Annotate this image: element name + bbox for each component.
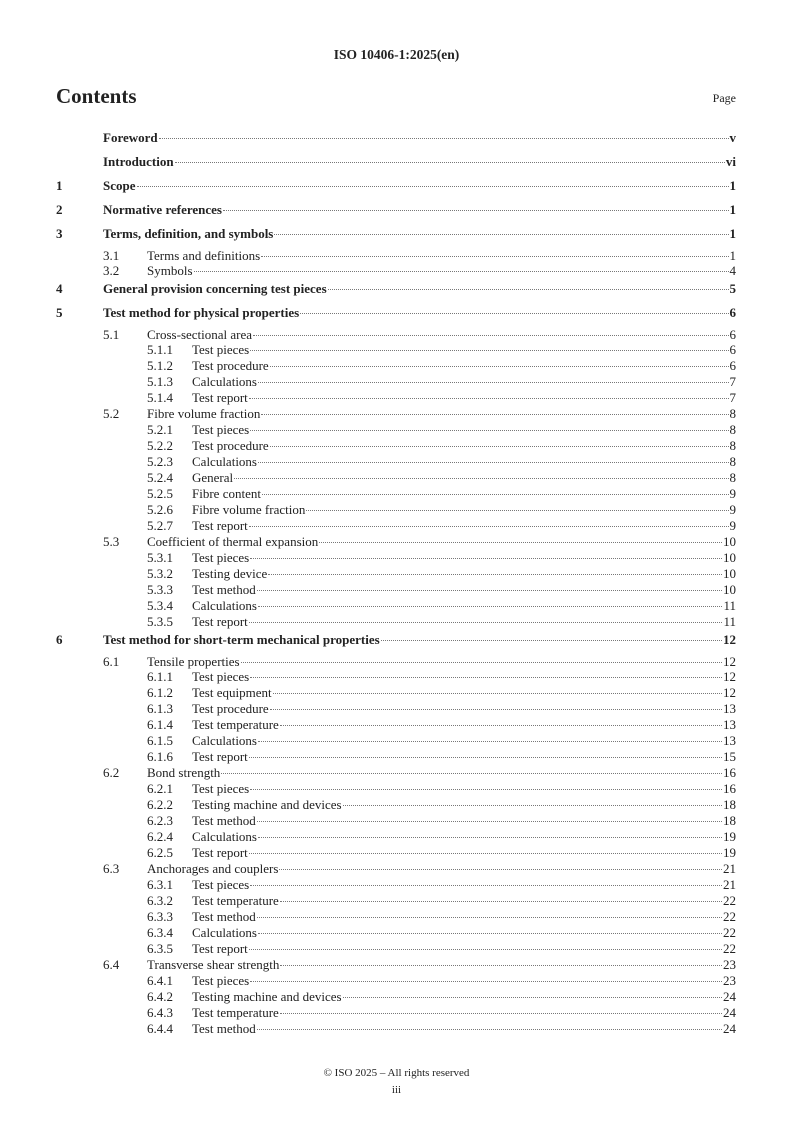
- toc-entry[interactable]: [56, 717, 736, 733]
- toc-entry-page: 1: [729, 248, 736, 263]
- toc-entry-title: Test method for short-term mechanical properties: [103, 632, 380, 647]
- toc-entry[interactable]: [56, 893, 736, 909]
- toc-entry-number: 5.2.1: [147, 422, 173, 437]
- toc-entry[interactable]: [56, 279, 736, 303]
- dot-leader: [258, 462, 729, 463]
- toc-entry-number: 6.4: [103, 957, 120, 972]
- dot-leader: [258, 382, 729, 383]
- toc-entry-title: Fibre volume fraction: [147, 406, 261, 421]
- toc-entry[interactable]: [56, 1021, 736, 1037]
- dot-leader: [249, 949, 722, 950]
- toc-entry[interactable]: [56, 454, 736, 470]
- toc-entry-number: 6.3.4: [147, 925, 173, 940]
- toc-entry-number: 6.4.4: [147, 1021, 173, 1036]
- toc-entry-number: 6.4.1: [147, 973, 173, 988]
- toc-entry-page: 10: [723, 550, 736, 565]
- toc-entry[interactable]: [56, 989, 736, 1005]
- toc-entry-title: General: [192, 470, 234, 485]
- toc-entry-page: 12: [723, 685, 736, 700]
- toc-entry-number: 6.1.6: [147, 749, 173, 764]
- dot-leader: [262, 494, 729, 495]
- dot-leader: [257, 917, 722, 918]
- toc-entry-page: 23: [723, 973, 736, 988]
- dot-leader: [257, 1029, 722, 1030]
- dot-leader: [274, 234, 728, 235]
- toc-entry-title: Test report: [192, 390, 248, 405]
- toc-entry-title: Calculations: [192, 829, 257, 844]
- toc-entry-title: Test report: [192, 518, 248, 533]
- dot-leader: [280, 1013, 722, 1014]
- toc-entry[interactable]: [56, 630, 736, 654]
- toc-entry-title: Test temperature: [192, 717, 279, 732]
- toc-entry[interactable]: [56, 502, 736, 518]
- toc-entry-title: Terms, definition, and symbols: [103, 226, 274, 241]
- dot-leader: [253, 335, 728, 336]
- toc-entry-title: Test report: [192, 845, 248, 860]
- toc-entry[interactable]: [56, 701, 736, 717]
- toc-entry-number: 6.1: [103, 654, 120, 669]
- toc-entry-title: Fibre content: [192, 486, 261, 501]
- toc-entry-number: 5.3: [103, 534, 120, 549]
- dot-leader: [279, 869, 722, 870]
- toc-entry-title: Bond strength: [147, 765, 221, 780]
- dot-leader: [223, 210, 729, 211]
- dot-leader: [257, 590, 722, 591]
- toc-entry-page: 22: [723, 941, 736, 956]
- toc-entry-page: 10: [723, 566, 736, 581]
- toc-entry[interactable]: [56, 973, 736, 989]
- toc-entry[interactable]: [56, 422, 736, 438]
- toc-entry-title: Symbols: [147, 263, 193, 278]
- toc-entry-title: Test temperature: [192, 893, 279, 908]
- document-header: ISO 10406-1:2025(en): [333, 47, 460, 62]
- toc-entry-number: 1: [56, 178, 63, 193]
- toc-entry[interactable]: [56, 406, 736, 422]
- toc-entry[interactable]: [56, 909, 736, 925]
- toc-entry-title: Calculations: [192, 733, 257, 748]
- toc-entry-title: Anchorages and couplers: [147, 861, 279, 876]
- toc-entry[interactable]: [56, 342, 736, 358]
- toc-entry-number: 5: [56, 305, 63, 320]
- toc-entry[interactable]: [56, 582, 736, 598]
- toc-entry-number: 6.1.5: [147, 733, 173, 748]
- toc-entry[interactable]: [56, 534, 736, 550]
- toc-entry[interactable]: [56, 749, 736, 765]
- toc-entry[interactable]: [56, 327, 736, 342]
- dot-leader: [300, 313, 728, 314]
- toc-entry-number: 6.1.1: [147, 669, 173, 684]
- toc-entry[interactable]: [56, 829, 736, 845]
- toc-entry-page: 24: [723, 1021, 736, 1036]
- dot-leader: [250, 677, 722, 678]
- dot-leader: [234, 478, 728, 479]
- toc-entry-number: 5.2.2: [147, 438, 173, 453]
- toc-entry-page: 18: [723, 813, 736, 828]
- toc-entry-number: 5.3.5: [147, 614, 173, 629]
- dot-leader: [249, 757, 722, 758]
- toc-entry-page: 10: [723, 534, 736, 549]
- toc-entry-page: 12: [723, 654, 736, 669]
- dot-leader: [268, 574, 722, 575]
- toc-entry-title: Calculations: [192, 454, 257, 469]
- dot-leader: [257, 821, 722, 822]
- toc-entry-number: 5.3.4: [147, 598, 173, 613]
- toc-entry[interactable]: [56, 877, 736, 893]
- toc-entry-title: Test method for physical properties: [103, 305, 300, 320]
- toc-entry-title: Test report: [192, 941, 248, 956]
- toc-entry[interactable]: [56, 550, 736, 566]
- toc-entry[interactable]: [56, 358, 736, 374]
- dot-leader: [249, 526, 729, 527]
- toc-entry-title: Test report: [192, 749, 248, 764]
- dot-leader: [261, 256, 728, 257]
- toc-entry-title: Testing device: [192, 566, 268, 581]
- dot-leader: [249, 398, 729, 399]
- dot-leader: [159, 138, 729, 139]
- dot-leader: [261, 414, 728, 415]
- toc-entry-number: 5.1.4: [147, 390, 173, 405]
- table-of-contents: [56, 128, 736, 1037]
- toc-entry[interactable]: [56, 669, 736, 685]
- toc-entry-number: 5.2: [103, 406, 120, 421]
- toc-entry-number: 5.1: [103, 327, 120, 342]
- toc-entry-page: 1: [729, 226, 736, 241]
- toc-entry-page: 7: [729, 374, 736, 389]
- toc-entry-number: 6.3.1: [147, 877, 173, 892]
- toc-entry-page: vi: [725, 154, 736, 169]
- toc-entry-number: 5.1.1: [147, 342, 173, 357]
- toc-entry-number: 3: [56, 226, 63, 241]
- toc-entry-page: 22: [723, 909, 736, 924]
- toc-entry-title: Test procedure: [192, 358, 269, 373]
- toc-entry-title: Test pieces: [192, 669, 250, 684]
- dot-leader: [381, 640, 722, 641]
- toc-entry-page: 7: [729, 390, 736, 405]
- toc-entry-page: 8: [729, 422, 736, 437]
- toc-entry-number: 6.4.2: [147, 989, 173, 1004]
- toc-entry-page: 6: [729, 358, 736, 373]
- toc-entry-title: Test method: [192, 582, 256, 597]
- dot-leader: [250, 430, 728, 431]
- toc-entry-number: 6.2.1: [147, 781, 173, 796]
- dot-leader: [249, 853, 722, 854]
- toc-entry-page: 21: [723, 861, 736, 876]
- toc-entry[interactable]: [56, 861, 736, 877]
- dot-leader: [249, 622, 723, 623]
- toc-entry-title: Cross-sectional area: [147, 327, 253, 342]
- toc-entry-title: Test method: [192, 909, 256, 924]
- toc-entry-page: 4: [729, 263, 736, 278]
- toc-entry-title: Test procedure: [192, 701, 269, 716]
- toc-entry-page: 24: [723, 989, 736, 1004]
- dot-leader: [258, 606, 722, 607]
- toc-entry[interactable]: [56, 925, 736, 941]
- toc-entry-title: Testing machine and devices: [192, 797, 342, 812]
- dot-leader: [137, 186, 729, 187]
- page-title: Contents: [56, 84, 137, 108]
- toc-entry-number: 6.2.5: [147, 845, 173, 860]
- toc-entry-number: 3.1: [103, 248, 120, 263]
- toc-entry[interactable]: [56, 303, 736, 327]
- dot-leader: [343, 997, 722, 998]
- toc-entry-title: Test pieces: [192, 781, 250, 796]
- dot-leader: [270, 446, 729, 447]
- toc-entry-number: 6.3.3: [147, 909, 173, 924]
- toc-entry-title: Test report: [192, 614, 248, 629]
- toc-entry-number: 6.4.3: [147, 1005, 173, 1020]
- dot-leader: [250, 885, 722, 886]
- toc-entry-title: Test method: [192, 1021, 256, 1036]
- toc-entry-title: Testing machine and devices: [192, 989, 342, 1004]
- toc-entry-number: 6.3.5: [147, 941, 173, 956]
- toc-entry-number: 6.3.2: [147, 893, 173, 908]
- toc-entry-number: 6.2.4: [147, 829, 173, 844]
- toc-entry[interactable]: [56, 941, 736, 957]
- copyright-footer: © ISO 2025 – All rights reserved: [323, 1067, 470, 1079]
- toc-entry-number: 6.2.2: [147, 797, 173, 812]
- toc-entry-title: Coefficient of thermal expansion: [147, 534, 319, 549]
- toc-entry-page: 16: [723, 781, 736, 796]
- toc-entry-page: 6: [729, 327, 736, 342]
- toc-entry-number: 5.1.3: [147, 374, 173, 389]
- toc-entry[interactable]: [56, 765, 736, 781]
- dot-leader: [175, 162, 725, 163]
- toc-entry[interactable]: [56, 1005, 736, 1021]
- toc-entry[interactable]: [56, 598, 736, 614]
- toc-entry-page: 21: [723, 877, 736, 892]
- toc-entry-page: 13: [723, 733, 736, 748]
- dot-leader: [270, 366, 729, 367]
- toc-entry[interactable]: [56, 685, 736, 701]
- toc-entry[interactable]: [56, 128, 736, 152]
- toc-entry[interactable]: [56, 813, 736, 829]
- toc-entry-title: Test pieces: [192, 550, 250, 565]
- toc-entry-page: 8: [729, 406, 736, 421]
- dot-leader: [258, 741, 722, 742]
- toc-entry-page: 22: [723, 925, 736, 940]
- toc-entry-title: Test pieces: [192, 877, 250, 892]
- toc-entry-number: 5.3.1: [147, 550, 173, 565]
- toc-entry-number: 6.1.4: [147, 717, 173, 732]
- toc-entry-title: Transverse shear strength: [147, 957, 280, 972]
- dot-leader: [250, 558, 722, 559]
- toc-entry-page: 12: [723, 669, 736, 684]
- toc-entry-page: 6: [729, 342, 736, 357]
- toc-entry-page: 1: [729, 178, 736, 193]
- toc-entry-page: 8: [729, 470, 736, 485]
- page-number: iii: [391, 1084, 402, 1096]
- toc-entry-title: Test pieces: [192, 342, 250, 357]
- dot-leader: [250, 789, 722, 790]
- toc-entry[interactable]: [56, 152, 736, 176]
- dot-leader: [343, 805, 722, 806]
- toc-entry-page: 11: [723, 614, 736, 629]
- toc-entry-number: 4: [56, 281, 63, 296]
- toc-entry-number: 6.2.3: [147, 813, 173, 828]
- toc-entry-number: 5.2.5: [147, 486, 173, 501]
- toc-entry-number: 5.2.6: [147, 502, 173, 517]
- toc-entry-page: 5: [729, 281, 736, 296]
- toc-entry[interactable]: [56, 733, 736, 749]
- toc-entry-page: 1: [729, 202, 736, 217]
- dot-leader: [221, 773, 722, 774]
- toc-entry-page: 19: [723, 845, 736, 860]
- toc-entry[interactable]: [56, 438, 736, 454]
- toc-entry-title: General provision concerning test pieces: [103, 281, 327, 296]
- toc-entry-title: Introduction: [103, 154, 174, 169]
- toc-entry-number: 6: [56, 632, 63, 647]
- toc-entry-page: 9: [729, 486, 736, 501]
- dot-leader: [258, 837, 722, 838]
- toc-entry-title: Calculations: [192, 925, 257, 940]
- toc-entry-page: 13: [723, 701, 736, 716]
- toc-entry-number: 5.2.4: [147, 470, 173, 485]
- toc-entry-page: 6: [729, 305, 736, 320]
- dot-leader: [319, 542, 722, 543]
- toc-entry-page: v: [729, 130, 736, 145]
- toc-entry-title: Normative references: [103, 202, 222, 217]
- toc-entry[interactable]: [56, 374, 736, 390]
- toc-entry[interactable]: [56, 263, 736, 279]
- toc-entry[interactable]: [56, 845, 736, 861]
- toc-entry-page: 9: [729, 518, 736, 533]
- toc-entry[interactable]: [56, 486, 736, 502]
- dot-leader: [250, 981, 722, 982]
- toc-entry[interactable]: [56, 797, 736, 813]
- dot-leader: [280, 725, 722, 726]
- dot-leader: [280, 901, 722, 902]
- toc-entry[interactable]: [56, 248, 736, 263]
- toc-entry-title: Foreword: [103, 130, 158, 145]
- toc-entry[interactable]: [56, 654, 736, 669]
- toc-entry-number: 6.1.2: [147, 685, 173, 700]
- toc-entry-number: 5.1.2: [147, 358, 173, 373]
- toc-entry-page: 13: [723, 717, 736, 732]
- toc-entry-title: Calculations: [192, 598, 257, 613]
- dot-leader: [280, 965, 722, 966]
- toc-entry-title: Test pieces: [192, 422, 250, 437]
- page-column-label: Page: [712, 91, 736, 105]
- toc-entry-page: 15: [723, 749, 736, 764]
- toc-entry[interactable]: [56, 176, 736, 200]
- toc-entry-title: Tensile properties: [147, 654, 240, 669]
- dot-leader: [328, 289, 729, 290]
- toc-entry[interactable]: [56, 470, 736, 486]
- toc-entry-page: 10: [723, 582, 736, 597]
- toc-entry-page: 12: [723, 632, 736, 647]
- toc-entry-page: 16: [723, 765, 736, 780]
- toc-entry-number: 5.3.3: [147, 582, 173, 597]
- toc-entry-number: 5.3.2: [147, 566, 173, 581]
- toc-entry-number: 6.2: [103, 765, 120, 780]
- dot-leader: [270, 709, 722, 710]
- dot-leader: [241, 662, 722, 663]
- toc-entry[interactable]: [56, 390, 736, 406]
- toc-entry-title: Scope: [103, 178, 136, 193]
- toc-entry-page: 18: [723, 797, 736, 812]
- dot-leader: [194, 271, 729, 272]
- toc-entry[interactable]: [56, 518, 736, 534]
- toc-entry-number: 6.3: [103, 861, 120, 876]
- toc-entry-number: 5.2.3: [147, 454, 173, 469]
- dot-leader: [258, 933, 722, 934]
- toc-entry[interactable]: [56, 200, 736, 224]
- toc-entry-page: 8: [729, 454, 736, 469]
- toc-entry-number: 2: [56, 202, 63, 217]
- dot-leader: [306, 510, 728, 511]
- toc-entry-number: 5.2.7: [147, 518, 173, 533]
- toc-entry-page: 19: [723, 829, 736, 844]
- toc-entry-number: 6.1.3: [147, 701, 173, 716]
- toc-entry-title: Terms and definitions: [147, 248, 261, 263]
- toc-entry-title: Test pieces: [192, 973, 250, 988]
- toc-entry-title: Test equipment: [192, 685, 272, 700]
- toc-entry[interactable]: [56, 957, 736, 973]
- toc-entry-title: Test method: [192, 813, 256, 828]
- toc-entry-page: 11: [723, 598, 736, 613]
- toc-entry-page: 22: [723, 893, 736, 908]
- toc-entry-page: 9: [729, 502, 736, 517]
- toc-entry-number: 3.2: [103, 263, 120, 278]
- toc-entry-title: Fibre volume fraction: [192, 502, 306, 517]
- toc-entry[interactable]: [56, 781, 736, 797]
- dot-leader: [273, 693, 722, 694]
- toc-entry[interactable]: [56, 566, 736, 582]
- toc-entry[interactable]: [56, 224, 736, 248]
- toc-entry-page: 24: [723, 1005, 736, 1020]
- toc-entry[interactable]: [56, 614, 736, 630]
- toc-entry-title: Test procedure: [192, 438, 269, 453]
- toc-entry-title: Calculations: [192, 374, 257, 389]
- toc-entry-page: 23: [723, 957, 736, 972]
- toc-entry-title: Test temperature: [192, 1005, 279, 1020]
- toc-entry-page: 8: [729, 438, 736, 453]
- dot-leader: [250, 350, 728, 351]
